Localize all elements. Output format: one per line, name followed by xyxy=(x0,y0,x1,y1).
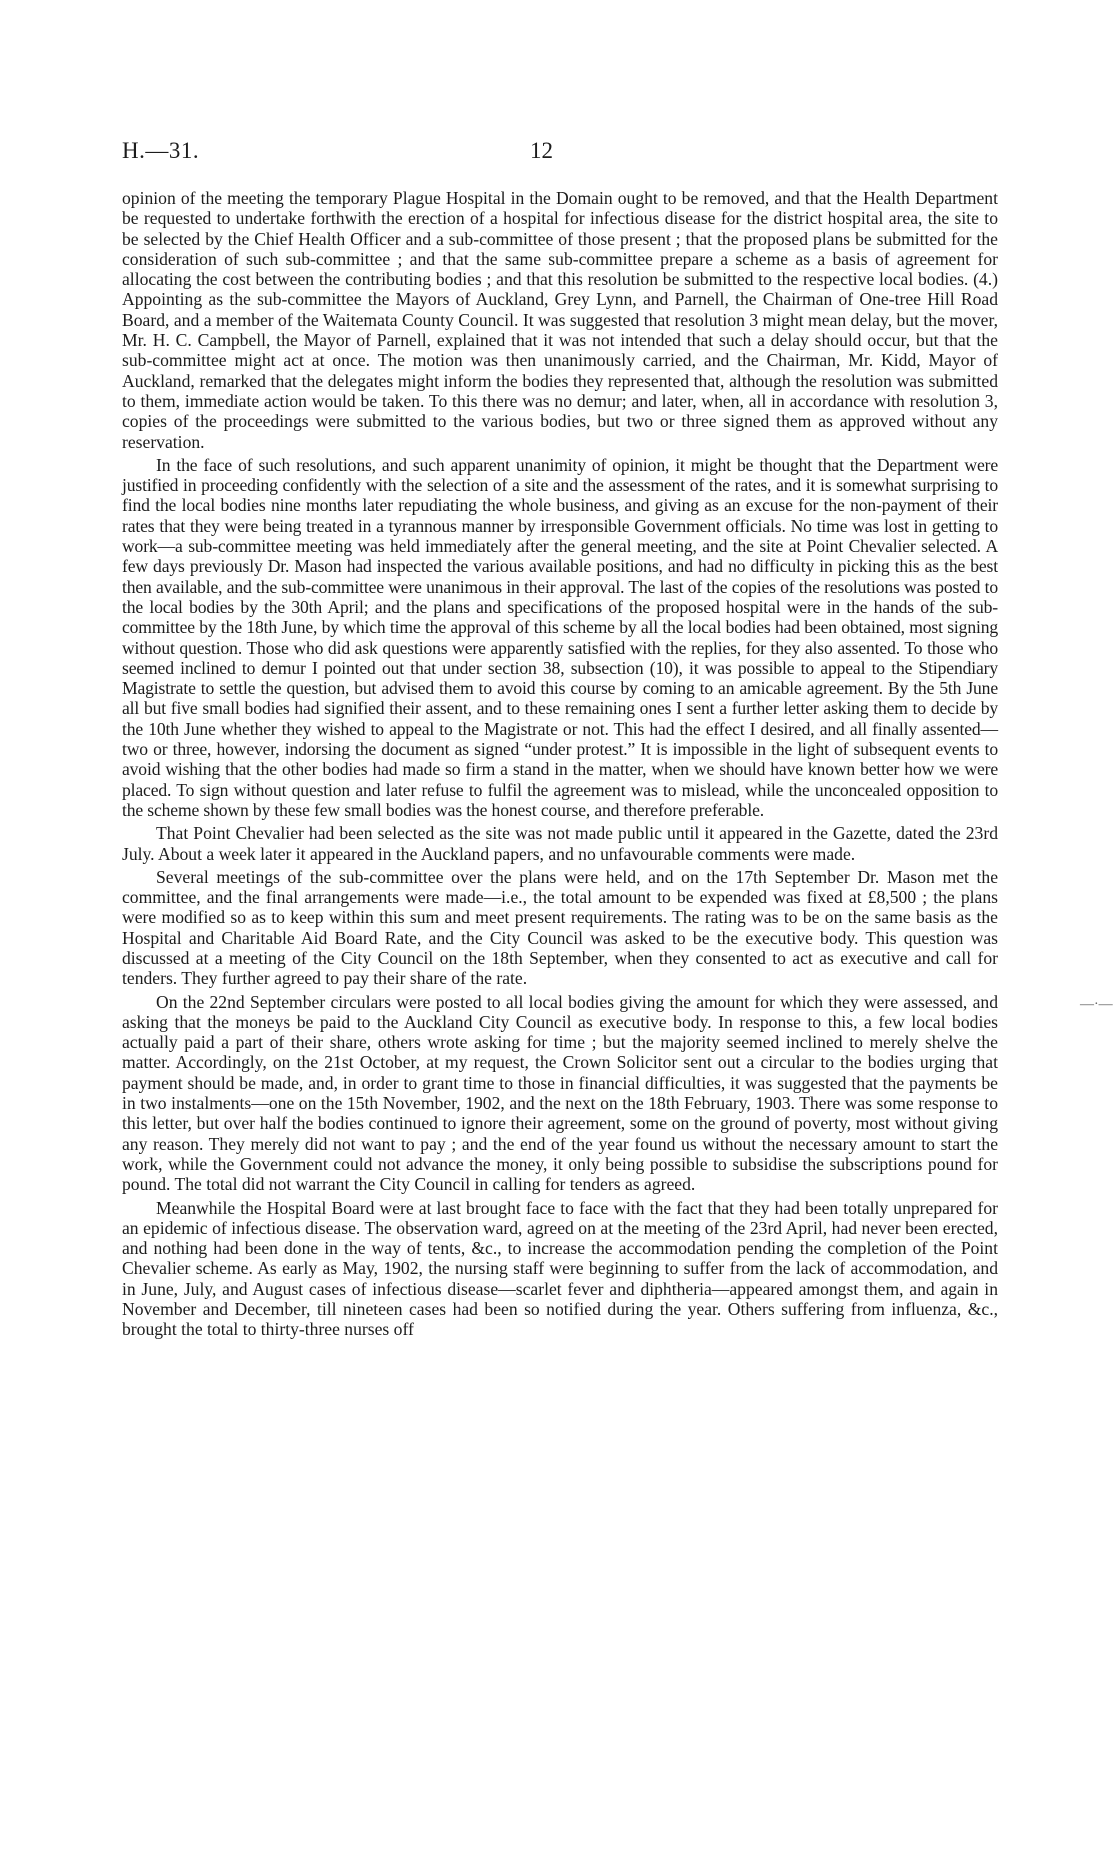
page-number: 12 xyxy=(530,138,553,163)
document-reference: H.—31. xyxy=(122,138,200,163)
paragraph-4: Several meetings of the sub-committee over the plans were held, and on the 17th September Dr. Mason met the committee, and the final arrangements were made—i.e., the total amount to be expended was fixed at £8,500 ; the plans were modified so as to keep within this sum and meet present requirements. The rating was to be on the same basis as the Hospital and Charitable Aid Board Rate, and the City Council was asked to be the executive body. This question was discussed at a meeting of the City Council on the 18th September, when they consented to act as executive and call for tenders. They further agreed to pay their share of the rate. xyxy=(122,866,998,989)
paragraph-3: That Point Chevalier had been selected as the site was not made public until it appeared in the Gazette, dated the 23rd July. About a week later it appeared in the Auckland papers, and no unfavourable comments were made. xyxy=(122,823,998,864)
paragraph-5: On the 22nd September circulars were posted to all local bodies giving the amount for which they were assessed, and asking that the moneys be paid to the Auckland City Council as executive body. In response to this, a few local bodies actually paid a part of their share, others wrote asking for time ; but the majority seemed inclined to merely shelve the matter. Accordingly, on the 21st October, at my request, the Crown Solicitor sent out a circular to the bodies urging that payment should be made, and, in order to grant time to those in financial difficulties, it was suggested that the payments be in two instalments—one on the 15th November, 1902, and the next on the 18th February, 1903. There was some response to this letter, but over half the bodies continued to ignore their agreement, some on the ground of poverty, most without giving any reason. They merely did not want to pay ; and the end of the year found us without the necessary amount to start the work, while the Government could not advance the money, it only being possible to subsidise the subscriptions pound for pound. The total did not warrant the City Council in calling for tenders as agreed. xyxy=(122,991,998,1195)
margin-dash-mark: —·— xyxy=(1080,997,1113,1012)
body-text xyxy=(122,188,998,1343)
page-header xyxy=(122,138,1002,168)
paragraph-1: opinion of the meeting the temporary Plague Hospital in the Domain ought to be removed, and that the Health Department be requested to undertake forthwith the erection of a hospital for infectious disease for the district hospital area, the site to be selected by the Chief Health Officer and a sub-committee of those present ; that the proposed plans be submitted for the consideration of such sub-committee ; and that the same sub-committee prepare a scheme as a basis of agreement for allocating the cost between the contributing bodies ; and that this resolution be submitted to the respective local bodies. (4.) Appointing as the sub-committee the Mayors of Auckland, Grey Lynn, and Parnell, the Chairman of One-tree Hill Road Board, and a member of the Waitemata County Council. It was suggested that resolution 3 might mean delay, but the mover, Mr. H. C. Campbell, the Mayor of Parnell, explained that it was not intended that such a delay should occur, but that the sub-committee might act at once. The motion was then unanimously carried, and the Chairman, Mr. Kidd, Mayor of Auckland, remarked that the delegates might inform the bodies they represented that, although the resolution was submitted to them, immediate action would be taken. To this there was no demur; and later, when, all in accordance with resolution 3, copies of the proceedings were submitted to the various bodies, but two or three signed them as approved without any reservation. xyxy=(122,188,998,452)
paragraph-6: Meanwhile the Hospital Board were at last brought face to face with the fact that they had been totally unprepared for an epidemic of infectious disease. The observation ward, agreed on at the meeting of the 23rd April, had never been erected, and nothing had been done in the way of tents, &c., to increase the accommodation pending the completion of the Point Chevalier scheme. As early as May, 1902, the nursing staff were beginning to suffer from the lack of accommodation, and in June, July, and August cases of infectious disease—scarlet fever and diphtheria—appeared amongst them, and again in November and December, till nineteen cases had been so notified during the year. Others suffering from influenza, &c., brought the total to thirty-three nurses off xyxy=(122,1197,998,1340)
paragraph-2: In the face of such resolutions, and such apparent unanimity of opinion, it might be thought that the Department were justified in proceeding confidently with the selection of a site and the assessment of the rates, and it is somewhat surprising to find the local bodies nine months later repudiating the whole business, and giving as an excuse for the non-payment of their rates that they were being treated in a tyrannous manner by irresponsible Government officials. No time was lost in getting to work—a sub-committee meeting was held immediately after the general meeting, and the site at Point Chevalier selected. A few days previously Dr. Mason had inspected the various available positions, and had no difficulty in picking this as the best then available, and the sub-committee were unanimous in their approval. The last of the copies of the resolutions was posted to the local bodies by the 30th April; and the plans and specifications of the proposed hospital were in the hands of the sub-committee by the 18th June, by which time the approval of this scheme by all the local bodies had been obtained, most signing without question. Those who did ask questions were apparently satisfied with the replies, for they also assented. To those who seemed inclined to demur I pointed out that under section 38, subsection (10), it was possible to appeal to the Stipendiary Magistrate to settle the question, but advised them to avoid this course by coming to an amicable agreement. By the 5th June all but five small bodies had signified their assent, and to these remaining ones I sent a further letter asking them to decide by the 10th June whether they wished to appeal to the Magistrate or not. This had the effect I desired, and all finally assented—two or three, however, indorsing the document as signed “under protest.” It is impossible in the light of subsequent events to avoid wishing that the other bodies had made so firm a stand in the matter, when we should have known better how we were placed. To sign without question and later refuse to fulfil the agreement was to mislead, while the unconcealed opposition to the scheme shown by these few small bodies was the honest course, and therefore preferable. xyxy=(122,454,998,820)
